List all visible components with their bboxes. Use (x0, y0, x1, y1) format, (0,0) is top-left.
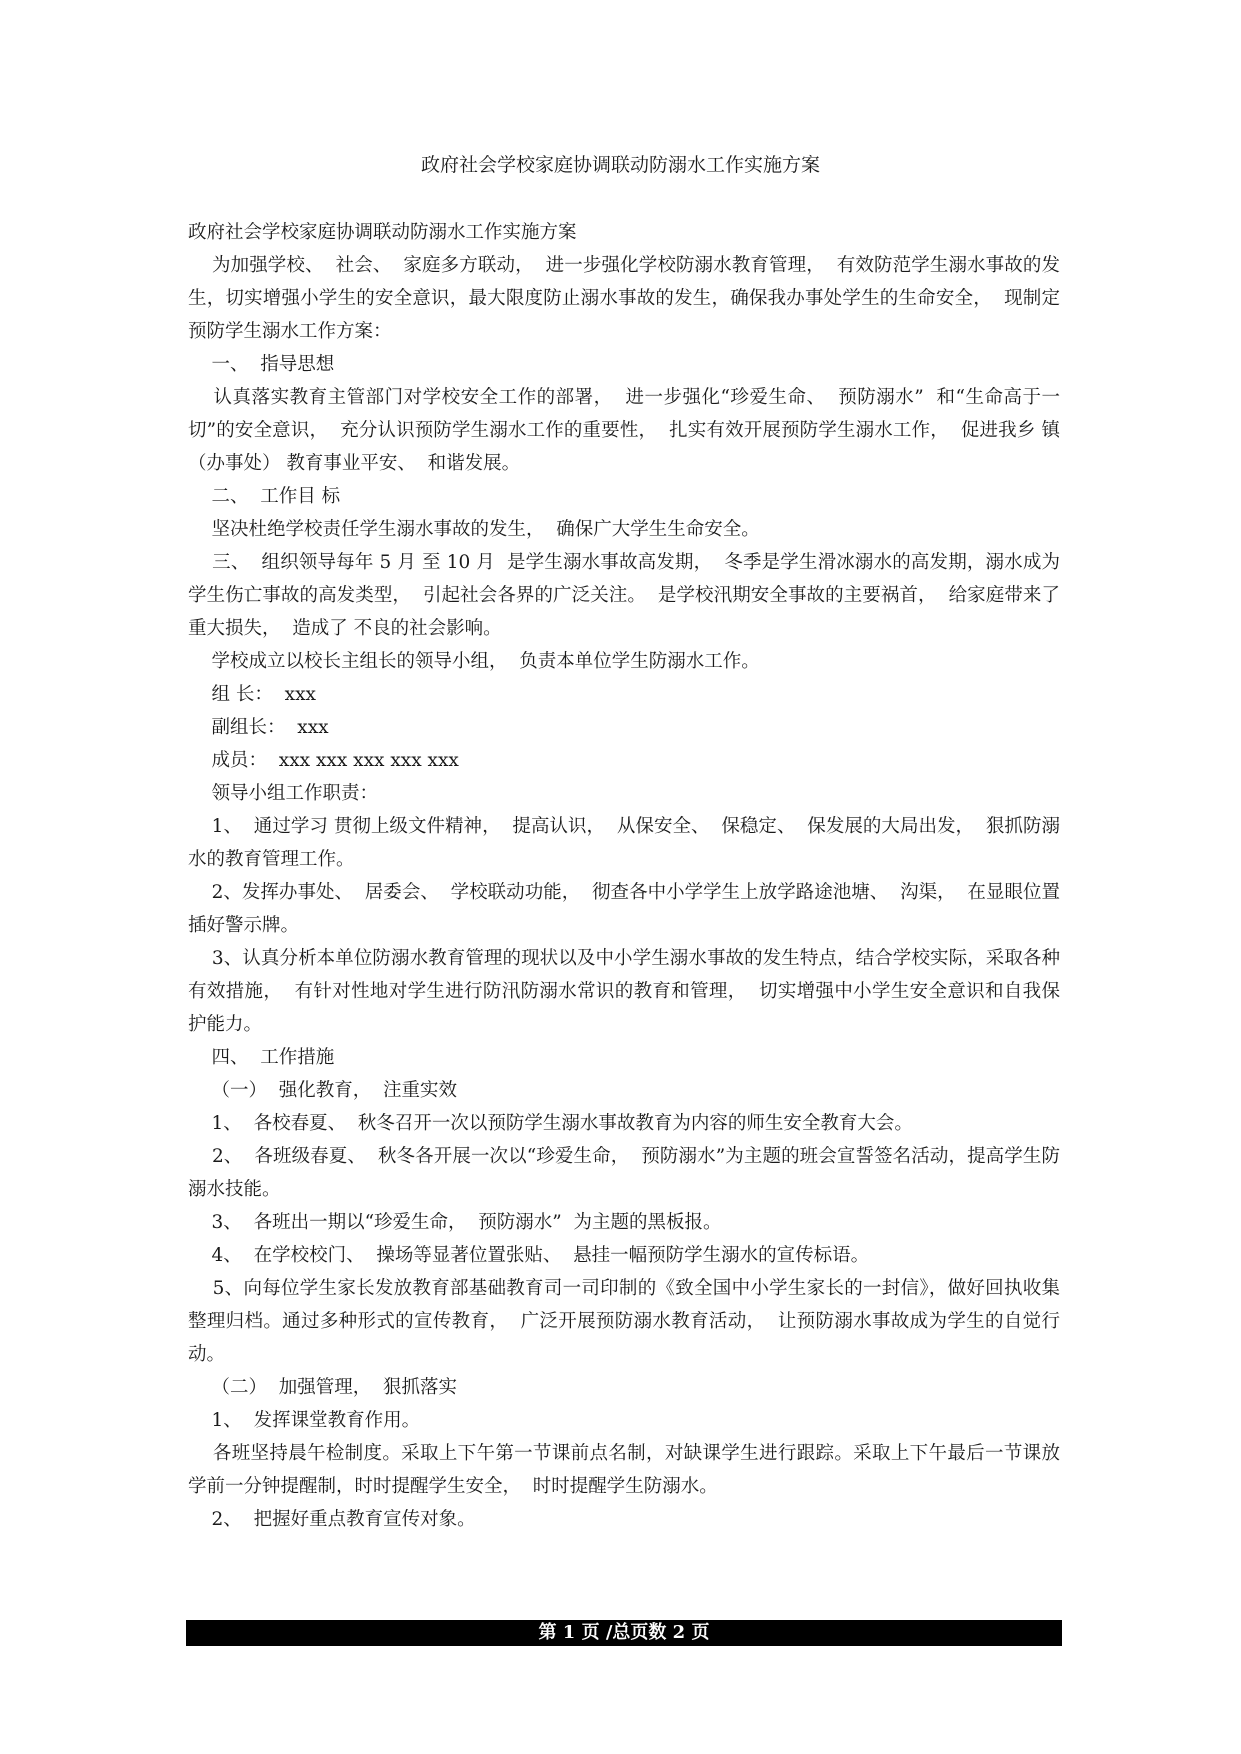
list-item: 2、发挥办事处、 居委会、 学校联动功能， 彻查各中小学学生上放学路途池塘、 沟渠， 在显眼位置插好警示牌。 (188, 882, 1060, 936)
section-heading-guiding-ideology: 一、 指导思想 (188, 354, 335, 375)
body-paragraph: 各班坚持晨午检制度。采取上下午第一节课前点名制，对缺课学生进行跟踪。采取上下午最后一节课放学前一分钟提醒制，时时提醒学生安全， 时时提醒学生防溺水。 (188, 1443, 1060, 1497)
list-item: 3、认真分析本单位防溺水教育管理的现状以及中小学生溺水事故的发生特点，结合学校实际，采取各种有效措施， 有针对性地对学生进行防汛防溺水常识的教育和管理， 切实增强中小学生安全意识和自我保护能力。 (188, 948, 1060, 1035)
page-indicator: 第 1 页 /总页数 2 页 (538, 1622, 710, 1643)
list-item: 1、 发挥课堂教育作用。 (188, 1410, 421, 1431)
list-item: 1、 通过学习 贯彻上级文件精神， 提高认识， 从保安全、 保稳定、 保发展的大局出发， 狠抓防溺水的教育管理工作。 (188, 816, 1060, 870)
body-paragraph: 认真落实教育主管部门对学校安全工作的部署， 进一步强化“珍爱生命、 预防溺水” 和“生命高于一切”的安全意识， 充分认识预防学生溺水工作的重要性， 扎实有效开展预防学生溺水工作， 促进我乡 镇（办事处） 教育事业平安、 和谐发展。 (188, 387, 1060, 474)
body-paragraph: 坚决杜绝学校责任学生溺水事故的发生， 确保广大学生生命安全。 (188, 519, 760, 540)
subsection-heading: （一） 强化教育， 注重实效 (188, 1080, 458, 1101)
section-heading-measures: 四、 工作措施 (188, 1047, 335, 1068)
deputy-leader-line: 副组长： xxx (188, 717, 329, 738)
list-item: 2、 把握好重点教育宣传对象。 (188, 1509, 476, 1530)
list-item: 2、 各班级春夏、 秋冬各开展一次以“珍爱生命， 预防溺水”为主题的班会宣誓签名活动，提高学生防溺水技能。 (188, 1146, 1060, 1200)
subtitle-paragraph: 政府社会学校家庭协调联动防溺水工作实施方案 (188, 222, 577, 243)
page-footer (186, 1620, 1062, 1646)
section-heading-organization: 三、 组织领导每年 5 月 至 10 月 是学生溺水事故高发期， 冬季是学生滑冰溺水的高发期，溺水成为学生伤亡事故的高发类型， 引起社会各界的广泛关注。 是学校汛期安全事故的主要祸首， 给家庭带来了重大损失， 造成了 不良的社会影响。 (188, 552, 1060, 639)
document-body (188, 216, 1060, 1536)
section-heading-work-goals: 二、 工作目 标 (188, 486, 341, 507)
members-line: 成员： xxx xxx xxx xxx xxx (188, 750, 459, 771)
list-item: 5、向每位学生家长发放教育部基础教育司一司印制的《致全国中小学生家长的一封信》，做好回执收集整理归档。通过多种形式的宣传教育， 广泛开展预防溺水教育活动， 让预防溺水事故成为学生的自觉行动。 (188, 1278, 1060, 1365)
page-title: 政府社会学校家庭协调联动防溺水工作实施方案 (420, 154, 820, 176)
group-leader-line: 组 长： xxx (188, 684, 316, 705)
list-item: 3、 各班出一期以“珍爱生命， 预防溺水” 为主题的黑板报。 (188, 1212, 722, 1233)
list-item: 4、 在学校校门、 操场等显著位置张贴、 悬挂一幅预防学生溺水的宣传标语。 (188, 1245, 870, 1266)
duties-heading: 领导小组工作职责： (188, 783, 379, 804)
list-item: 1、 各校春夏、 秋冬召开一次以预防学生溺水事故教育为内容的师生安全教育大会。 (188, 1113, 913, 1134)
body-paragraph: 学校成立以校长主组长的领导小组， 负责本单位学生防溺水工作。 (188, 651, 760, 672)
subsection-heading: （二） 加强管理， 狠抓落实 (188, 1377, 458, 1398)
intro-paragraph: 为加强学校、 社会、 家庭多方联动， 进一步强化学校防溺水教育管理， 有效防范学生溺水事故的发生，切实增强小学生的安全意识，最大限度防止溺水事故的发生，确保我办事处学生的生命安全， 现制定预防学生溺水工作方案： (188, 255, 1060, 342)
